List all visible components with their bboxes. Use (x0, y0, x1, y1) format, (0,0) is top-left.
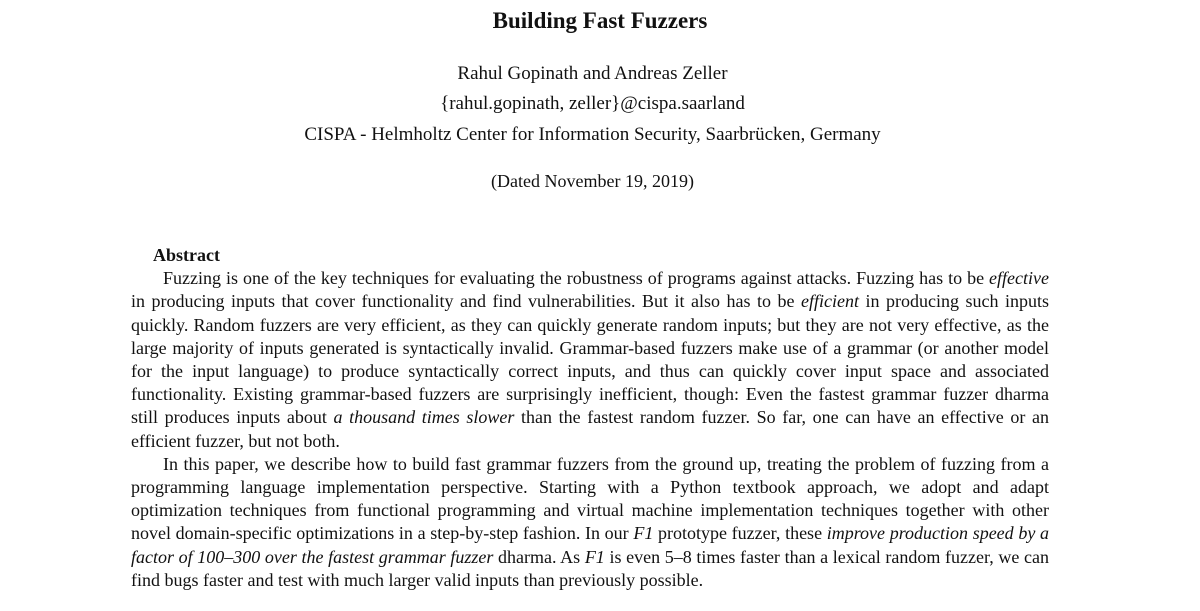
author-affiliation: CISPA - Helmholtz Center for Information Security, Saarbrücken, Germany (304, 124, 881, 145)
abstract-p2-text-b: prototype fuzzer, these (653, 523, 827, 544)
abstract-section (131, 244, 1049, 592)
abstract-p1-text-c: in producing such inputs quickly. Random fuzzers are very efficient, as they can quickly generate random inputs; but they are not very effective, as the large majority of inputs generated is syntactically invalid. Grammar-based fuzzers make use of a grammar (or another model for the input language) to produce syntactically correct inputs, and thus can quickly cover input space and associated functionality. Existing grammar-based fuzzers are surprisingly inefficient, though: Even the fastest grammar fuzzer dharma still produces inputs about (131, 291, 1049, 428)
abstract-p1-emphasis-efficient: efficient (800, 291, 859, 312)
abstract-p1-text-d: than the fastest random fuzzer. So far, one can have an effective or an efficient fuzzer, but not both. (131, 407, 1049, 451)
abstract-paragraph-2 (131, 453, 1049, 592)
abstract-p2-emphasis-speed: improve production speed by a factor of 100–300 over the fastest grammar fuzzer (131, 523, 1049, 567)
abstract-p1-text-b: in producing inputs that cover functionality and find vulnerabilities. But it also has to be (131, 291, 801, 312)
abstract-p1-text-a: Fuzzing is one of the key techniques for evaluating the robustness of programs against attacks. Fuzzing has to be (163, 268, 990, 289)
abstract-p2-emphasis-f1: F1 (633, 523, 654, 544)
abstract-p1-emphasis-effective: effective (989, 268, 1049, 289)
author-names: Rahul Gopinath and Andreas Zeller (457, 63, 728, 84)
abstract-p2-text-a: In this paper, we describe how to build fast grammar fuzzers from the ground up, treating the problem of fuzzing from a programming language implementation perspective. Starting with a Python textbook approach, we adopt and adapt optimization techniques from functional programming and virtual machine implementation techniques together with other novel domain-specific optimizations in a step-by-step fashion. In our (131, 453, 1049, 544)
abstract-heading: Abstract (153, 245, 220, 265)
author-emails: {rahul.gopinath, zeller}@cispa.saarland (440, 93, 745, 114)
paper-title: Building Fast Fuzzers (492, 8, 708, 33)
abstract-paragraph-1 (131, 267, 1049, 453)
abstract-p1-emphasis-thousand: a thousand times slower (333, 407, 515, 428)
abstract-p2-text-c: dharma. As (493, 546, 585, 567)
paper-date: (Dated November 19, 2019) (491, 171, 694, 191)
abstract-p2-emphasis-f1-2: F1 (584, 546, 605, 567)
abstract-p2-text-d: is even 5–8 times faster than a lexical random fuzzer, we can find bugs faster and test with much larger valid inputs than previously possible. (131, 546, 1049, 590)
